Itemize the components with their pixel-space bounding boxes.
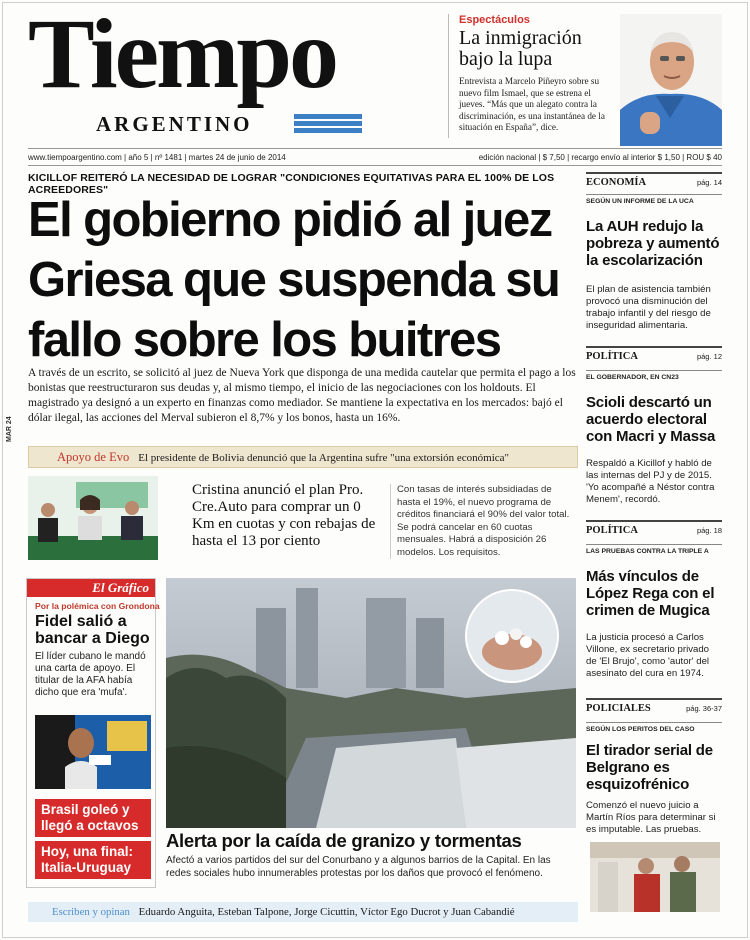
lead-text: A través de un escrito, se solicitó al juez de Nueva York que disponga de una medida cautelar que permita el pago a los bonistas que reestructuraron sus deudas y, al mismo tiempo, el inicio de las negociaciones con los holdouts. El magistrado ya designó a un experto en finanzas como mediador. Se mantiene la expectativa en los mercados: bajó el dólar ilegal, las acciones del Merval subieron el 8,7% y los bonos, hasta un 16%. [28,367,576,424]
photo-cristina-event [28,476,158,560]
lead-headline[interactable]: El gobierno pidió al juez Griesa que suspenda su fallo sobre los buitres [28,193,560,367]
policiales-kicker: SEGÚN LOS PERITOS DEL CASO [586,722,722,733]
economia-title[interactable]: La AUH redujo la pobreza y aumentó la escolarización [586,218,720,269]
storm-text: Afectó a varios partidos del sur del Conurbano y a algunos barrios de la Capital. En las redes sociales hubo innumerables protestas por los daños que provocó el fenómeno. [166,855,551,879]
apoyo-text: El presidente de Bolivia denunció que la Argentina sufre "una extorsión económica" [138,452,510,464]
grafico-kicker: Por la polémica con Grondona [35,601,160,611]
dateline-left: www.tiempoargentino.com | año 5 | nº 1481 | martes 24 de junio de 2014 [28,153,286,162]
section-politica-2-page: pág. 18 [696,526,722,535]
dateline-bar [28,148,722,166]
section-politica-1-label: POLÍTICA [586,351,638,362]
section-policiales-label: POLICIALES [586,703,651,714]
policiales-title[interactable]: El tirador serial de Belgrano es esquizofrénico [586,742,713,793]
politica1-title[interactable]: Scioli descartó un acuerdo electoral con Macri y Massa [586,394,716,445]
grafico-text: El líder cubano le mandó una carta de apoyo. El titular de la AFA había dicho que era 'mufa'. [35,651,146,698]
side-date: MAR 24 [6,416,13,442]
politica2-text: La justicia procesó a Carlos Villone, ex secretario privado de 'El Brujo', como 'autor' del asesinato del cura en 1974. [586,632,710,679]
final-box[interactable]: Hoy, una final: Italia-Uruguay [35,841,151,879]
teaser-kicker: Espectáculos [459,14,530,26]
brasil-box[interactable]: Brasil goleó y llegó a octavos [35,799,151,837]
section-politica-1[interactable] [586,346,722,366]
politica2-title[interactable]: Más vínculos de López Rega con el crimen de Mugica [586,568,715,619]
writers-names: Eduardo Anguita, Esteban Talpone, Jorge Cicuttin, Víctor Ego Ducrot y Juan Cabandié [138,906,515,918]
writers-bar[interactable] [28,902,578,922]
section-policiales-page: pág. 36-37 [686,704,722,713]
photo-marcelo-pineyro [620,14,722,146]
writers-label: Escriben y opinan [52,906,130,918]
teaser-title[interactable]: La inmigración bajo la lupa [459,27,582,70]
section-politica-1-page: pág. 12 [696,352,722,361]
lead-kicker: KICILLOF REITERÓ LA NECESIDAD DE LOGRAR "CONDICIONES EQUITATIVAS PARA EL 100% DE LOS ACREEDORES" [28,172,555,196]
politica1-kicker: EL GOBERNADOR, EN CN23 [586,370,722,381]
economia-kicker: SEGÚN UN INFORME DE LA UCA [586,194,722,205]
grafico-header: El Gráfico [27,579,155,597]
apoyo-de-evo-bar[interactable] [28,446,578,468]
section-economia-label: ECONOMÍA [586,177,647,188]
section-politica-2[interactable] [586,520,722,540]
section-policiales[interactable] [586,698,722,718]
cristina-title[interactable]: Cristina anunció el plan Pro. Cre.Auto para comprar un 0 Km en cuotas y con rebajas de hasta el 13 por ciento [192,482,376,549]
economia-text: El plan de asistencia también provocó una disminución del trabajo infantil y del riesgo de inseguridad alimentaria. [586,284,711,331]
photo-maradona [35,715,151,789]
storm-title[interactable]: Alerta por la caída de granizo y tormentas [166,830,522,851]
section-politica-2-label: POLÍTICA [586,525,638,536]
photo-hailstorm [166,578,576,828]
cristina-text: Con tasas de interés subsidiadas de hasta el 19%, el nuevo programa de créditos financiará el 90% del valor total. Se podrá cancelar en 60 cuotas mensuales. Habrá a disposición 26 modelos. Los requisitos. [390,484,576,559]
apoyo-label: Apoyo de Evo [57,450,130,464]
photo-martin-rios [590,842,720,912]
section-economia-page: pág. 14 [696,178,722,187]
teaser-text: Entrevista a Marcelo Piñeyro sobre su nuevo film Ismael, que se estrena el jueves. “Más que un alegato contra la discriminación, es una instantánea de la situación en España”, dice. [459,76,605,132]
politica2-kicker: LAS PRUEBAS CONTRA LA TRIPLE A [586,544,722,555]
logo-tiempo[interactable]: Tiempo [28,0,336,109]
policiales-text: Comenzó el nuevo juicio a Martín Ríos para determinar si es imputable. Las pruebas. [586,800,716,835]
el-grafico-box[interactable] [26,578,160,888]
section-economia[interactable] [586,172,722,192]
dateline-right: edición nacional | $ 7,50 | recargo envío al interior $ 1,50 | ROU $ 40 [478,153,722,162]
teaser-espectaculos[interactable] [448,14,618,138]
politica1-text: Respaldó a Kicillof y habló de las internas del PJ y de 2015. 'Yo acompañé a Néstor contra Menem', recordó. [586,458,715,505]
flag-stripes [294,114,362,133]
grafico-title[interactable]: Fidel salió a bancar a Diego [35,613,150,647]
logo-subtitle: ARGENTINO [96,112,253,136]
